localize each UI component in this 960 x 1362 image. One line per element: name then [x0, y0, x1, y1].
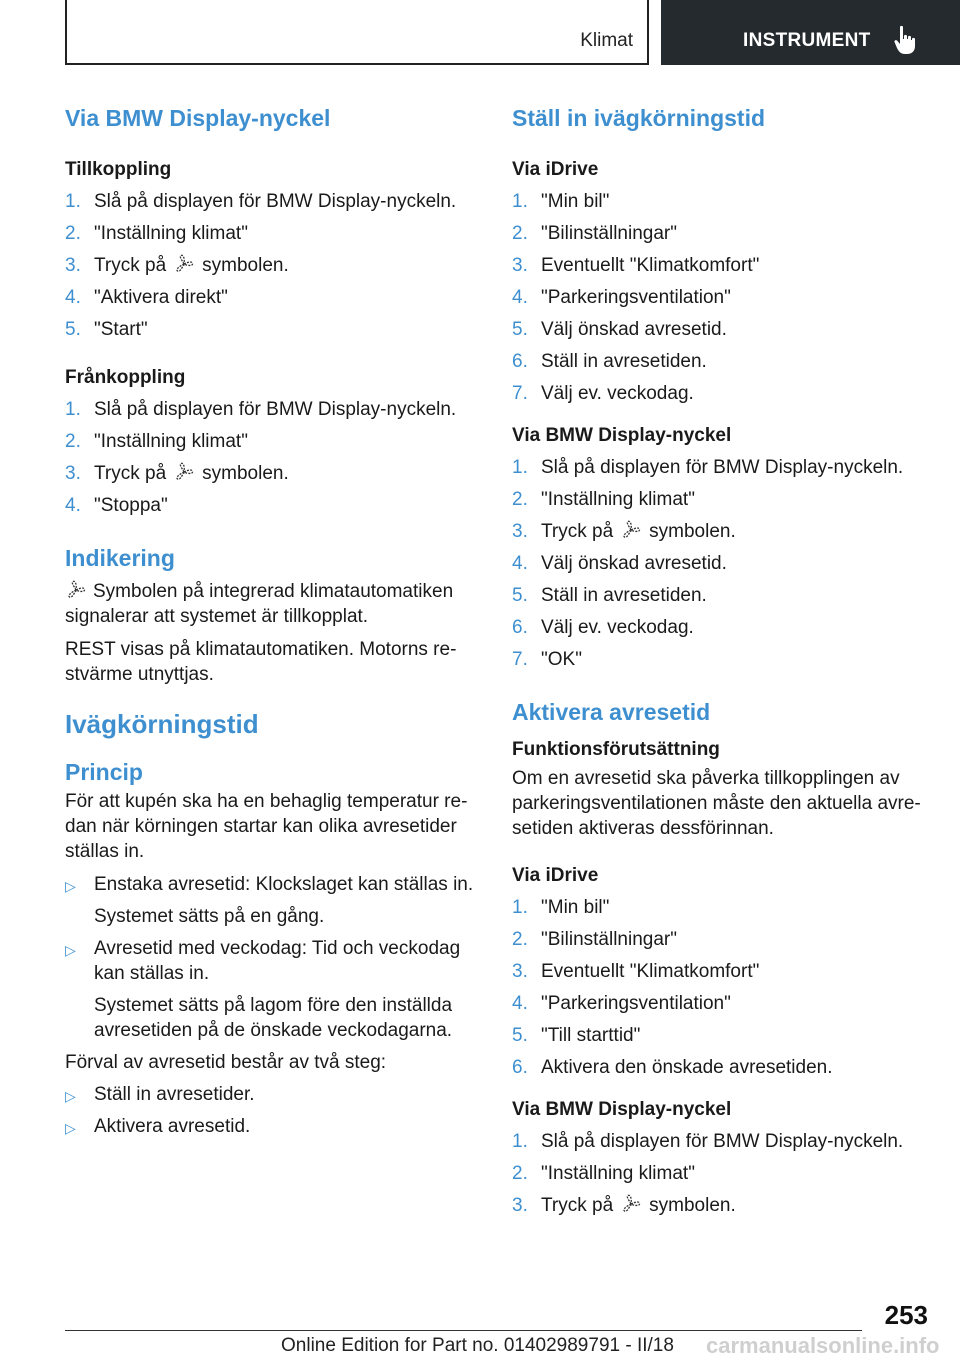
- header-section-box: [65, 0, 649, 65]
- list-item: 2. "Inställning klimat": [512, 1163, 695, 1184]
- list-item-sub: Systemet sätts på en gång.: [94, 906, 325, 927]
- page-number: 253: [884, 1300, 928, 1330]
- list-item: 2. "Bilinställningar": [512, 929, 677, 950]
- steps-frankoppling: [65, 397, 475, 525]
- list-item: 5. "Till starttid": [512, 1025, 641, 1046]
- footer-divider: [65, 1330, 862, 1331]
- list-item: 2. "Inställning klimat": [65, 431, 248, 452]
- fan-icon: [620, 1194, 642, 1214]
- list-item: 6. Aktivera den önskade avresetiden.: [512, 1057, 833, 1078]
- list-item: 5. Välj önskad avresetid.: [512, 319, 727, 340]
- steps-idrive-activate: [512, 895, 922, 1087]
- list-item: 4. "Aktivera direkt": [65, 287, 228, 308]
- steps-display-key-activate: [512, 1129, 922, 1225]
- forval-bullets: [65, 1082, 475, 1146]
- list-item: 2. "Bilinställningar": [512, 223, 677, 244]
- header-chapter-label: INSTRUMENT: [743, 30, 871, 51]
- steps-tillkoppling: [65, 189, 475, 349]
- list-item: 1. Slå på displayen för BMW Display-nyckeln.: [65, 399, 457, 420]
- subheading-tillkoppling: Tillkoppling: [65, 159, 172, 180]
- chapter-title-ivagkorningstid: Ivägkörningstid: [65, 709, 259, 739]
- subheading-idrive: Via iDrive: [512, 159, 599, 180]
- list-item: ▷ Ställ in avresetider.: [65, 1084, 255, 1105]
- right-column: [512, 100, 922, 1225]
- list-item: ▷ Avresetid med veckodag: Tid och veckodag kan ställas in.: [65, 938, 461, 984]
- header-section-label: Klimat: [580, 30, 633, 51]
- list-item: 7. Välj ev. veckodag.: [512, 383, 694, 404]
- section-title-stall-in: Ställ in ivägkörningstid: [512, 105, 766, 131]
- list-item: 6. Ställ in avresetiden.: [512, 351, 707, 372]
- list-item: 3. Tryck på symbolen.: [65, 463, 289, 484]
- list-item: 4. "Parkeringsventilation": [512, 993, 731, 1014]
- footer-edition: Online Edition for Part no. 01402989791 - II/18: [281, 1335, 674, 1356]
- section-title-aktivera: Aktivera avresetid: [512, 699, 711, 725]
- subheading-idrive-activate: Via iDrive: [512, 865, 599, 886]
- list-item: 1. "Min bil": [512, 897, 610, 918]
- list-item: 3. Tryck på symbolen.: [512, 521, 736, 542]
- list-item: 1. "Min bil": [512, 191, 610, 212]
- forval-text: Förval av avresetid består av två steg:: [65, 1052, 387, 1073]
- funktionsforutsattning-text: Om en avresetid ska påverka tillkopplingen av parkeringsventilationen måste den aktuella avre-setiden aktiveras dessförinnan.: [512, 768, 921, 839]
- fan-icon: [620, 520, 642, 540]
- section-title-display-key: Via BMW Display-nyckel: [65, 105, 331, 131]
- list-item: 7. "OK": [512, 649, 582, 670]
- list-item: 2. "Inställning klimat": [65, 223, 248, 244]
- subheading-display-key: Via BMW Display-nyckel: [512, 425, 732, 446]
- list-item: 5. "Start": [65, 319, 148, 340]
- list-item: 1. Slå på displayen för BMW Display-nyckeln.: [512, 1131, 904, 1152]
- list-item: 4. Välj önskad avresetid.: [512, 553, 727, 574]
- list-item: 4. "Parkeringsventilation": [512, 287, 731, 308]
- left-column: [65, 100, 475, 1146]
- fan-icon: [65, 580, 87, 600]
- subheading-display-key-activate: Via BMW Display-nyckel: [512, 1099, 732, 1120]
- list-item: 3. Eventuellt "Klimatkomfort": [512, 255, 760, 276]
- indikering-text: Symbolen på integrerad klimatautomatiken signalerar att systemet är tillkopplat.: [65, 581, 454, 627]
- list-item: ▷ Aktivera avresetid.: [65, 1116, 251, 1137]
- list-item: 3. Tryck på symbolen.: [512, 1195, 736, 1216]
- pointing-hand-icon: [894, 25, 920, 55]
- list-item: 1. Slå på displayen för BMW Display-nyckeln.: [65, 191, 457, 212]
- list-item: 3. Eventuellt "Klimatkomfort": [512, 961, 760, 982]
- princip-intro: För att kupén ska ha en behaglig temperatur re-dan när körningen startar kan olika avresetider ställas in.: [65, 791, 468, 862]
- section-title-indikering: Indikering: [65, 545, 175, 571]
- header-chapter-tab: [661, 0, 960, 65]
- steps-idrive-set: [512, 189, 922, 413]
- list-item: 5. Ställ in avresetiden.: [512, 585, 707, 606]
- subheading-funktionsforutsattning: Funktionsförutsättning: [512, 739, 720, 760]
- list-item: 3. Tryck på symbolen.: [65, 255, 289, 276]
- fan-icon: [173, 254, 195, 274]
- list-item-sub: Systemet sätts på lagom före den inställda avresetiden på de önskade veckodagarna.: [94, 995, 453, 1041]
- indikering-rest-text: REST visas på klimatautomatiken. Motorns re-stvärme utnyttjas.: [65, 639, 457, 685]
- list-item: 4. "Stoppa": [65, 495, 168, 516]
- fan-icon: [173, 462, 195, 482]
- subheading-frankoppling: Frånkoppling: [65, 367, 186, 388]
- steps-display-key-set: [512, 455, 922, 679]
- princip-bullets: [65, 872, 475, 1043]
- list-item: ▷ Enstaka avresetid: Klockslaget kan ställas in.: [65, 874, 474, 895]
- list-item: 2. "Inställning klimat": [512, 489, 695, 510]
- watermark: carmanualsonline.info: [706, 1333, 940, 1358]
- list-item: 6. Välj ev. veckodag.: [512, 617, 694, 638]
- section-title-princip: Princip: [65, 759, 143, 785]
- list-item: 1. Slå på displayen för BMW Display-nyckeln.: [512, 457, 904, 478]
